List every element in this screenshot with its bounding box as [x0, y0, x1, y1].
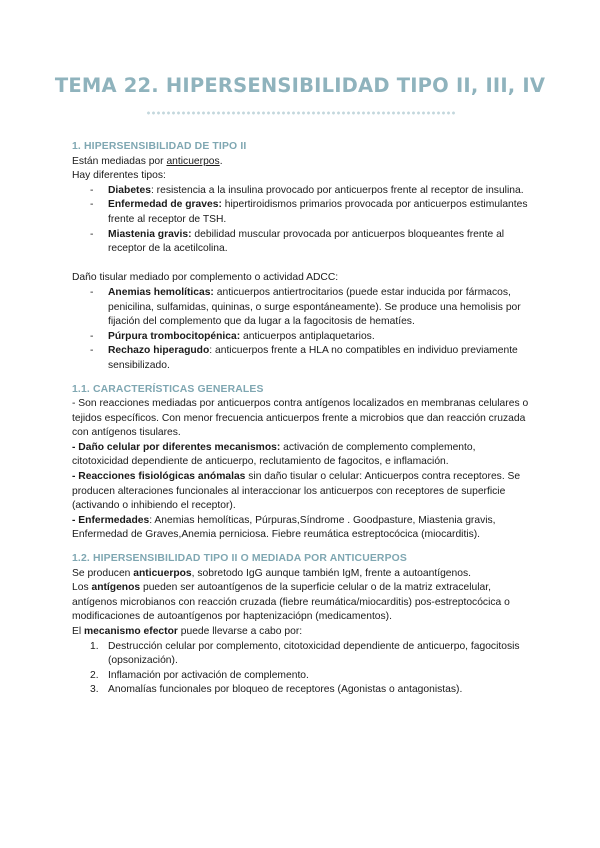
section-heading-1: 1. HIPERSENSIBILIDAD DE TIPO II [72, 141, 247, 152]
list-item: 2. Inflamación por activación de complemento. [90, 669, 309, 681]
damage-list [72, 286, 532, 374]
paragraph: - Reacciones fisiológicas anómalas sin daño tisular o celular: Anticuerpos contra receptores. Se producen alteraciones funcionales al interaccionar los anticuerpos con receptores de superficie (activando o inhibiendo el receptor). [72, 471, 521, 512]
list-item: - Púrpura trombocitopénica: anticuerpos antiplaquetarios. [90, 330, 375, 342]
damage-label: Daño tisular mediado por complemento o actividad ADCC: [72, 272, 339, 284]
paragraph: - Enfermedades: Anemias hemolíticas, Púrpuras,Síndrome . Goodpasture, Miastenia gravis, Enfermedad de Graves,Anemia perniciosa. Fiebre reumática estreptocócica (miocarditis). [72, 514, 496, 541]
page-title: TEMA 22. HIPERSENSIBILIDAD TIPO II, III, IV [54, 74, 546, 97]
paragraph: - Daño celular por diferentes mecanismos: activación de complemento complemento, citotoxicidad dependiente de anticuerpo, reclutamiento de fagocitos, e inflamación. [72, 441, 476, 468]
paragraph: El mecanismo efector puede llevarse a cabo por: [72, 626, 303, 637]
section-heading-1-1: 1.1. CARACTERÍSTICAS GENERALES [72, 383, 264, 395]
anticuerpos-underlined: anticuerpos [166, 155, 220, 167]
list-item: 1. Destrucción celular por complemento, citotoxicidad dependiente de anticuerpo, fagocitosis (opsonización). [90, 640, 520, 667]
types-list [72, 184, 532, 257]
intro-line: Están mediadas por anticuerpos. [72, 155, 223, 167]
list-item: - Rechazo hiperagudo: anticuerpos frente a HLA no compatibles en individuo previamente sensibilizado. [90, 345, 518, 371]
section-heading-1-2: 1.2. HIPERSENSIBILIDAD TIPO II O MEDIADA POR ANTICUERPOS [72, 553, 407, 565]
list-item: - Miastenia gravis: debilidad muscular provocada por anticuerpos bloqueantes frente al receptor de la acetilcolina. [90, 228, 505, 255]
paragraph: Los antígenos pueden ser autoantígenos de la superficie celular o de la matriz extracelular, antígenos microbianos con reacción cruzada (fiebre reumática/miocarditis) pos-estreptocócica o modificaciones de autoantígenos por haptenizaciópn (medicamentos). [72, 582, 510, 623]
list-item: - Enfermedad de graves: hipertiroidismos primarios provocada por anticuerpos estimulantes frente al receptor de TSH. [90, 199, 528, 225]
mechanism-list [72, 640, 532, 698]
list-item: - Anemias hemolíticas: anticuerpos antiertrocitarios (puede estar inducida por fármacos, penicilina, sulfamidas, quininas, o surge espontáneamente). Se produce una hemolisis por fijación del complemento que da lugar a la fagocitosis de hematíes. [90, 286, 521, 328]
list-item: - Diabetes: resistencia a la insulina provocado por anticuerpos frente al receptor de insulina. [90, 184, 524, 196]
paragraph: - Son reacciones mediadas por anticuerpos contra antígenos localizados en membranas celulares o tejidos específicos. Con menor frecuencia anticuerpos frente a microbios que dan reacción cruzada con antígenos tisulares. [72, 398, 529, 439]
types-label: Hay diferentes tipos: [72, 170, 166, 182]
document-body [72, 140, 532, 698]
paragraph: Se producen anticuerpos, sobretodo IgG aunque también IgM, frente a autoantígenos. [72, 567, 471, 579]
list-item: 3. Anomalías funcionales por bloqueo de receptores (Agonistas o antagonistas). [90, 684, 463, 696]
dotted-divider [146, 110, 456, 116]
